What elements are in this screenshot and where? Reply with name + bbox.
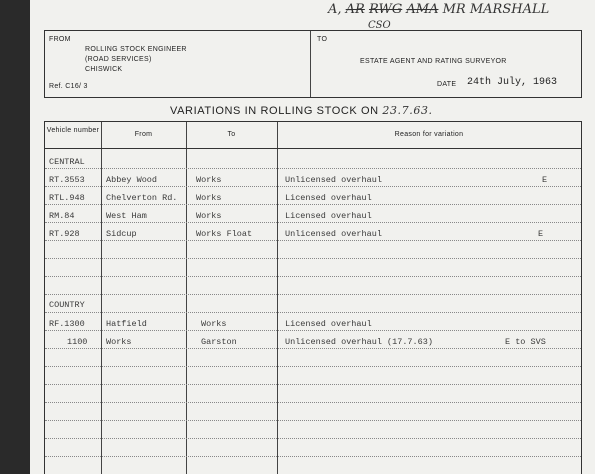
row-from: Chelverton Rd. — [106, 193, 178, 203]
row-reason: Licensed overhaul — [285, 193, 372, 203]
to-label: TO — [317, 36, 328, 43]
row-vehicle: RT.3553 — [49, 175, 85, 185]
col-header-to: To — [227, 131, 236, 138]
row-rule — [45, 366, 581, 367]
col-header-vehicle: Vehicle number — [46, 127, 100, 134]
from-line-2: (ROAD SERVICES) — [85, 56, 152, 63]
title-date: 23.7.63. — [382, 104, 433, 117]
row-rule — [45, 186, 581, 187]
row-flag: E — [542, 175, 548, 185]
col-header-from: From — [134, 131, 153, 138]
row-from: Abbey Wood — [106, 175, 158, 185]
from-line-3: CHISWICK — [85, 66, 123, 73]
row-to: Works — [196, 193, 222, 203]
row-vehicle: RM.84 — [49, 211, 75, 221]
row-vehicle: RTL.948 — [49, 193, 85, 203]
page-title — [170, 104, 433, 117]
row-rule — [45, 438, 581, 439]
handwriting-rwg: RWG — [369, 2, 403, 17]
row-to: Works Float — [196, 229, 253, 239]
col-divider-1 — [101, 122, 102, 474]
row-to: Works — [196, 211, 222, 221]
row-from: Works — [106, 337, 132, 347]
row-rule — [45, 312, 581, 313]
header-divider — [310, 31, 311, 97]
reference: Ref. C16/ 3 — [49, 83, 88, 90]
row-rule — [45, 420, 581, 421]
row-reason: Unlicensed overhaul — [285, 229, 382, 239]
row-reason: Licensed overhaul — [285, 319, 372, 329]
row-to: Works — [196, 175, 222, 185]
section-label-central: CENTRAL — [49, 157, 85, 167]
date-label: DATE — [437, 81, 457, 88]
handwriting-ama: AMA — [406, 2, 439, 17]
row-vehicle: 1100 — [67, 337, 88, 347]
row-flag: E to SVS — [505, 337, 546, 347]
col-divider-2 — [186, 122, 187, 474]
row-rule — [45, 348, 581, 349]
header-box — [44, 30, 582, 98]
handwriting-cso: CSO — [368, 20, 391, 31]
row-rule — [45, 222, 581, 223]
row-rule — [45, 294, 581, 295]
title-text: VARIATIONS IN ROLLING STOCK ON — [170, 105, 379, 117]
row-reason: Unlicensed overhaul — [285, 175, 382, 185]
row-vehicle: RT.928 — [49, 229, 80, 239]
row-from: Hatfield — [106, 319, 147, 329]
row-to: Garston — [201, 337, 237, 347]
row-rule — [45, 258, 581, 259]
handwriting-annotation — [328, 2, 549, 17]
row-rule — [45, 240, 581, 241]
from-line-1: ROLLING STOCK ENGINEER — [85, 46, 187, 53]
handwriting-ar: AR — [345, 2, 365, 17]
row-rule — [45, 402, 581, 403]
date-value: 24th July, 1963 — [467, 77, 558, 88]
row-rule — [45, 384, 581, 385]
row-to: Works — [201, 319, 227, 329]
row-rule — [45, 276, 581, 277]
col-divider-3 — [277, 122, 278, 474]
row-rule — [45, 330, 581, 331]
row-from: West Ham — [106, 211, 147, 221]
col-header-reason: Reason for variation — [394, 131, 464, 138]
document-page — [30, 0, 595, 474]
row-flag: E — [538, 229, 544, 239]
row-reason: Licensed overhaul — [285, 211, 372, 221]
row-vehicle: RF.1300 — [49, 319, 85, 329]
handwriting-a: A, — [328, 2, 342, 17]
handwriting-mr-marshall: MR MARSHALL — [442, 2, 550, 17]
variations-table — [44, 121, 582, 474]
row-rule — [45, 456, 581, 457]
from-label: FROM — [49, 36, 71, 43]
row-from: Sidcup — [106, 229, 137, 239]
row-reason: Unlicensed overhaul (17.7.63) — [285, 337, 433, 347]
header-rule — [45, 148, 581, 149]
section-label-country: COUNTRY — [49, 300, 85, 310]
row-rule — [45, 204, 581, 205]
row-rule — [45, 168, 581, 169]
to-recipient: ESTATE AGENT AND RATING SURVEYOR — [360, 58, 507, 65]
